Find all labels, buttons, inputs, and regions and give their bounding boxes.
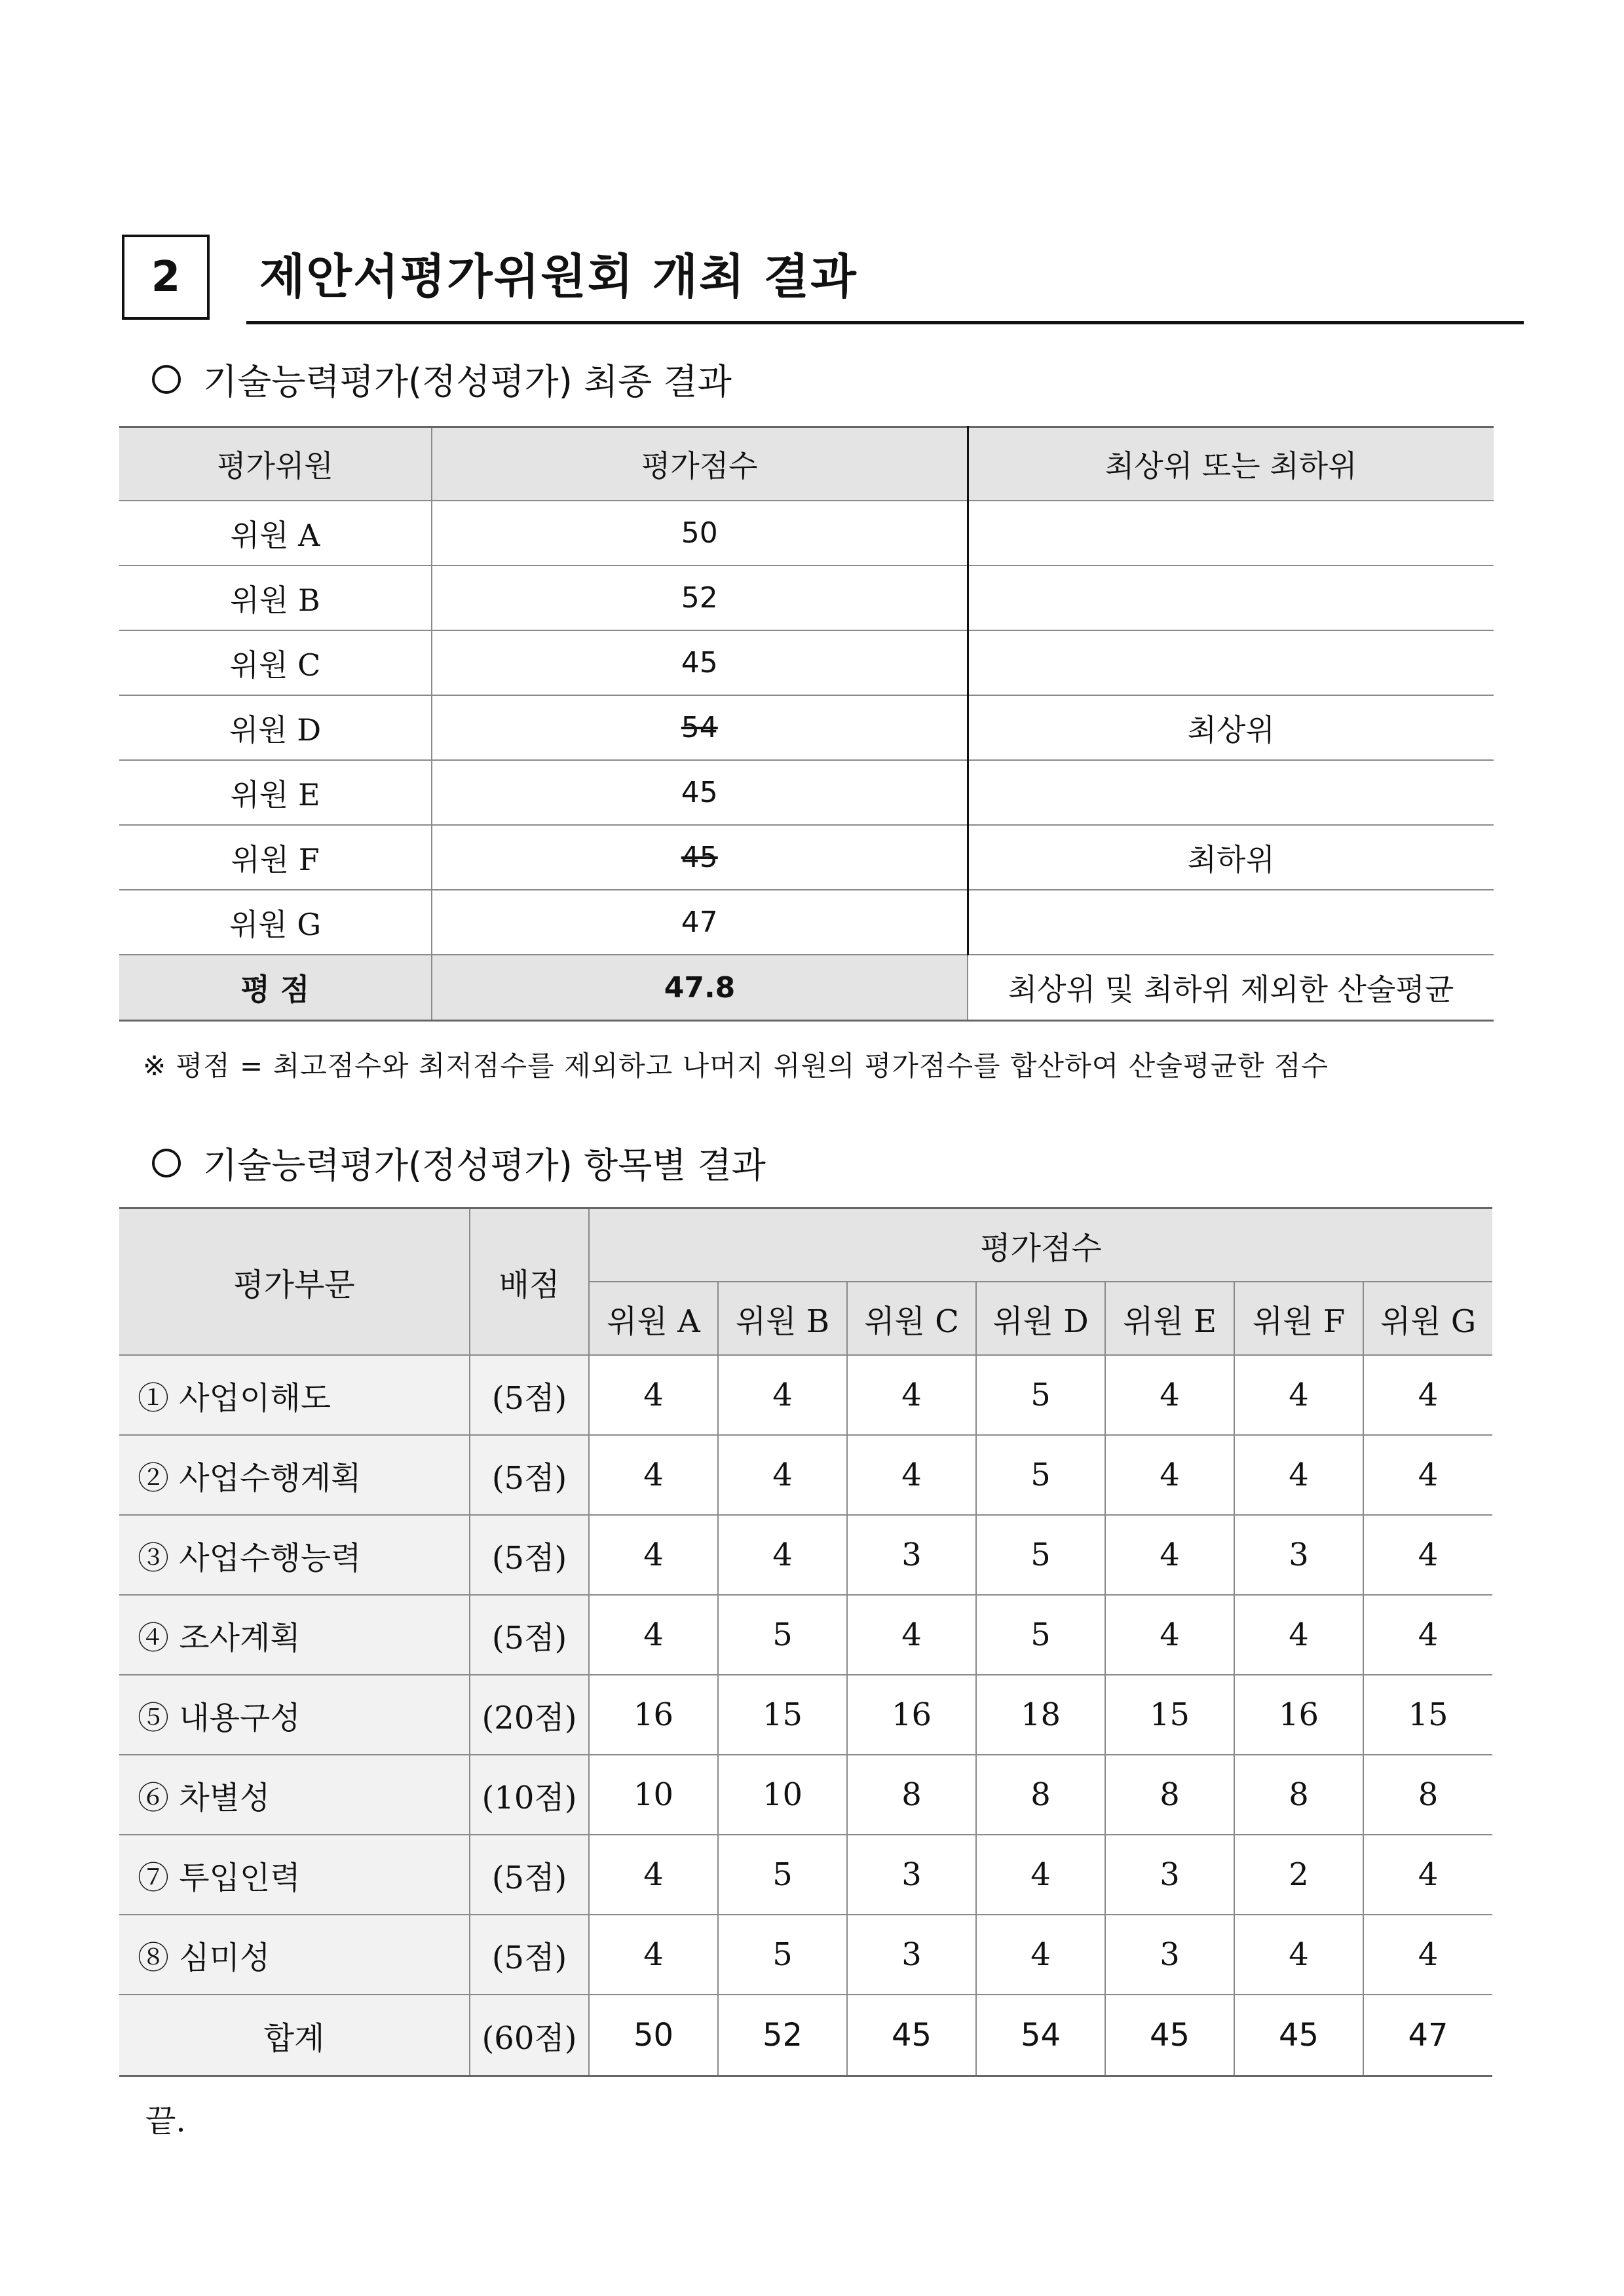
category-name: ③ 사업수행능력	[119, 1515, 470, 1595]
max-points: (5점)	[470, 1515, 589, 1595]
score-cell: 10	[589, 1755, 718, 1835]
score-cell: 18	[976, 1675, 1105, 1755]
score-cell: 5	[718, 1835, 847, 1915]
average-footnote: ※ 평점 = 최고점수와 최저점수를 제외하고 나머지 위원의 평가점수를 합산하여 산술평균한 점수	[143, 1050, 1329, 1082]
table-header-row	[119, 427, 1494, 501]
member-rank-note: 최상위	[968, 695, 1494, 760]
total-row	[119, 1995, 1492, 2076]
member-name: 위원 D	[119, 695, 432, 760]
score-cell: 4	[847, 1435, 976, 1515]
total-score: 45	[1234, 1995, 1363, 2076]
member-name: 위원 B	[119, 565, 432, 630]
score-cell: 4	[718, 1355, 847, 1435]
score-cell: 4	[1234, 1355, 1363, 1435]
score-cell: 4	[589, 1835, 718, 1915]
score-cell: 15	[1363, 1675, 1492, 1755]
score-cell: 8	[1105, 1755, 1234, 1835]
member-rank-note	[968, 890, 1494, 955]
table-row	[119, 565, 1494, 630]
section-title: 제안서평가위원회 개최 결과	[259, 249, 858, 304]
max-points: (5점)	[470, 1915, 589, 1995]
member-score-excluded	[432, 695, 968, 760]
max-points: (5점)	[470, 1595, 589, 1675]
score-cell: 16	[589, 1675, 718, 1755]
score-cell: 3	[847, 1915, 976, 1995]
member-score: 47	[432, 890, 968, 955]
table-row	[119, 825, 1494, 890]
score-cell: 4	[589, 1595, 718, 1675]
header-rank: 최상위 또는 최하위	[968, 427, 1494, 501]
table-row	[119, 1355, 1492, 1435]
final-result-heading-text: 기술능력평가(정성평가) 최종 결과	[203, 361, 732, 402]
member-score-excluded	[432, 825, 968, 890]
section-number: 2	[122, 235, 210, 320]
total-label: 합계	[119, 1995, 470, 2076]
score-cell: 8	[847, 1755, 976, 1835]
score-cell: 3	[1105, 1835, 1234, 1915]
header-member: 위원 F	[1234, 1282, 1363, 1355]
score-cell: 4	[1105, 1355, 1234, 1435]
member-rank-note: 최하위	[968, 825, 1494, 890]
header-member: 위원 D	[976, 1282, 1105, 1355]
score-cell: 16	[847, 1675, 976, 1755]
score-cell: 4	[1234, 1435, 1363, 1515]
table-row	[119, 1675, 1492, 1755]
category-name: ⑤ 내용구성	[119, 1675, 470, 1755]
table-row	[119, 501, 1494, 565]
section-underline	[246, 321, 1524, 324]
header-max-points: 배점	[470, 1208, 589, 1356]
score-cell: 4	[976, 1835, 1105, 1915]
total-score: 45	[847, 1995, 976, 2076]
total-score: 54	[976, 1995, 1105, 2076]
score-cell: 4	[589, 1355, 718, 1435]
max-points: (20점)	[470, 1675, 589, 1755]
member-rank-note	[968, 565, 1494, 630]
header-member: 위원 E	[1105, 1282, 1234, 1355]
table-row	[119, 1515, 1492, 1595]
score-cell: 15	[1105, 1675, 1234, 1755]
score-cell: 8	[976, 1755, 1105, 1835]
score-cell: 5	[976, 1435, 1105, 1515]
score-cell: 8	[1234, 1755, 1363, 1835]
average-note: 최상위 및 최하위 제외한 산술평균	[968, 955, 1494, 1021]
item-result-table	[119, 1207, 1492, 2077]
member-rank-note	[968, 760, 1494, 825]
score-cell: 4	[1105, 1595, 1234, 1675]
average-label: 평 점	[119, 955, 432, 1021]
struck-score: 45	[681, 841, 718, 874]
final-result-heading	[152, 354, 732, 404]
score-cell: 4	[1234, 1595, 1363, 1675]
section-header	[122, 235, 1524, 326]
score-cell: 15	[718, 1675, 847, 1755]
total-score: 47	[1363, 1995, 1492, 2076]
item-result-heading	[152, 1138, 766, 1188]
struck-score: 54	[681, 711, 718, 744]
member-score: 45	[432, 630, 968, 695]
average-row	[119, 955, 1494, 1021]
score-cell: 4	[976, 1915, 1105, 1995]
table-row	[119, 890, 1494, 955]
table-row	[119, 1595, 1492, 1675]
circle-bullet-icon	[152, 1149, 181, 1177]
score-cell: 4	[718, 1435, 847, 1515]
table-row	[119, 1835, 1492, 1915]
total-max-points: (60점)	[470, 1995, 589, 2076]
max-points: (5점)	[470, 1355, 589, 1435]
end-mark: 끝.	[145, 2103, 186, 2139]
header-member: 위원 C	[847, 1282, 976, 1355]
category-name: ④ 조사계획	[119, 1595, 470, 1675]
table-row	[119, 760, 1494, 825]
score-cell: 4	[1363, 1355, 1492, 1435]
score-cell: 5	[976, 1355, 1105, 1435]
score-cell: 4	[1363, 1435, 1492, 1515]
member-score: 45	[432, 760, 968, 825]
score-cell: 4	[1363, 1595, 1492, 1675]
average-value: 47.8	[432, 955, 968, 1021]
total-score: 50	[589, 1995, 718, 2076]
final-result-table	[119, 426, 1494, 1022]
score-cell: 4	[1234, 1915, 1363, 1995]
max-points: (5점)	[470, 1835, 589, 1915]
header-score: 평가점수	[432, 427, 968, 501]
table-header-row	[119, 1208, 1492, 1282]
score-cell: 4	[589, 1515, 718, 1595]
total-score: 52	[718, 1995, 847, 2076]
table-row	[119, 695, 1494, 760]
score-cell: 3	[1105, 1915, 1234, 1995]
member-rank-note	[968, 630, 1494, 695]
score-cell: 4	[589, 1435, 718, 1515]
score-cell: 5	[718, 1915, 847, 1995]
member-name: 위원 C	[119, 630, 432, 695]
score-cell: 16	[1234, 1675, 1363, 1755]
score-cell: 5	[718, 1595, 847, 1675]
circle-bullet-icon	[152, 365, 181, 394]
header-score-group: 평가점수	[589, 1208, 1492, 1282]
header-member: 위원 G	[1363, 1282, 1492, 1355]
score-cell: 2	[1234, 1835, 1363, 1915]
header-member: 위원 A	[589, 1282, 718, 1355]
member-name: 위원 A	[119, 501, 432, 565]
header-member: 위원 B	[718, 1282, 847, 1355]
score-cell: 5	[976, 1515, 1105, 1595]
member-name: 위원 E	[119, 760, 432, 825]
score-cell: 4	[847, 1355, 976, 1435]
table-row	[119, 630, 1494, 695]
score-cell: 4	[847, 1595, 976, 1675]
member-rank-note	[968, 501, 1494, 565]
header-member: 평가위원	[119, 427, 432, 501]
category-name: ② 사업수행계획	[119, 1435, 470, 1515]
member-score: 50	[432, 501, 968, 565]
table-row	[119, 1435, 1492, 1515]
table-row	[119, 1755, 1492, 1835]
table-row	[119, 1915, 1492, 1995]
score-cell: 4	[718, 1515, 847, 1595]
item-result-heading-text: 기술능력평가(정성평가) 항목별 결과	[203, 1145, 766, 1186]
score-cell: 4	[1363, 1915, 1492, 1995]
member-name: 위원 G	[119, 890, 432, 955]
score-cell: 5	[976, 1595, 1105, 1675]
member-name: 위원 F	[119, 825, 432, 890]
category-name: ① 사업이해도	[119, 1355, 470, 1435]
score-cell: 4	[589, 1915, 718, 1995]
category-name: ⑧ 심미성	[119, 1915, 470, 1995]
max-points: (10점)	[470, 1755, 589, 1835]
score-cell: 3	[847, 1515, 976, 1595]
category-name: ⑦ 투입인력	[119, 1835, 470, 1915]
score-cell: 10	[718, 1755, 847, 1835]
score-cell: 8	[1363, 1755, 1492, 1835]
score-cell: 4	[1363, 1835, 1492, 1915]
score-cell: 4	[1105, 1435, 1234, 1515]
score-cell: 4	[1105, 1515, 1234, 1595]
max-points: (5점)	[470, 1435, 589, 1515]
category-name: ⑥ 차별성	[119, 1755, 470, 1835]
member-score: 52	[432, 565, 968, 630]
total-score: 45	[1105, 1995, 1234, 2076]
header-category: 평가부문	[119, 1208, 470, 1356]
score-cell: 3	[847, 1835, 976, 1915]
score-cell: 3	[1234, 1515, 1363, 1595]
score-cell: 4	[1363, 1515, 1492, 1595]
